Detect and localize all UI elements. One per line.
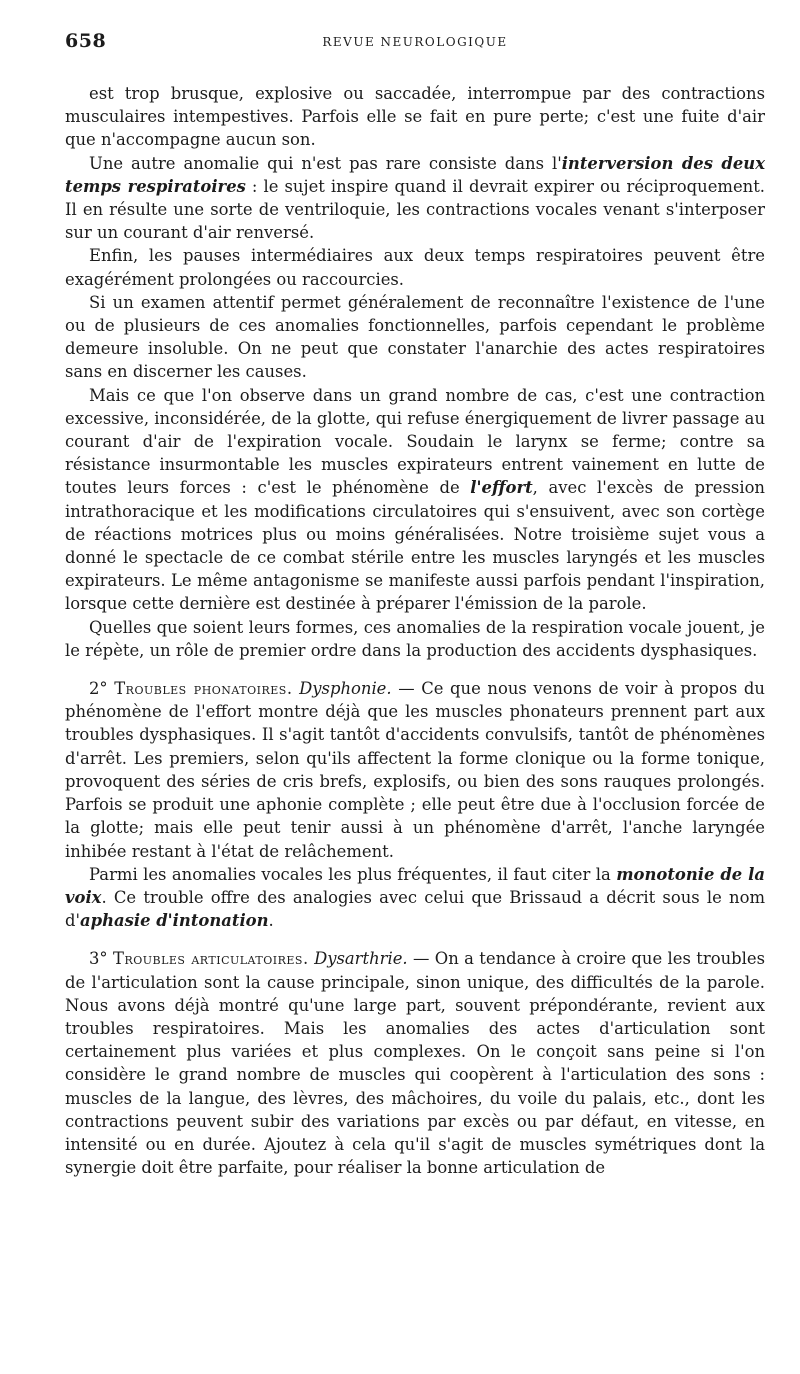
emphasis: interversion des deux temps respiratoires xyxy=(65,153,765,196)
section-articulatoires: 3° Troubles articulatoires. Dysarthrie. — On a tendance à croire que les troubles de l'articulation sont la cause principale, sinon unique, des difficultés de la parole. Nous avons déjà montré qu'une large part, souvent prépondérante, revient aux troubles respiratoires. Mais les anomalies des actes d'articulation sont certainement plus variées et plus complexes. On le conçoit sans peine si l'on considère le grand nombre de muscles qui coopèrent à l'articulation des sons : muscles de la langue, des lèvres, des mâchoires, du voile du palais, etc., dont les contractions peuvent subir des variations par excès ou par défaut, en vitesse, en intensité ou en durée. Ajoutez à cela qu'il s'agit de muscles symétriques dont la synergie doit être parfaite, pour réaliser la bonne articulation de xyxy=(65,949,765,1178)
paragraph: est trop brusque, explosive ou saccadée, interrompue par des contractions musculaires intempestives. Parfois elle se fait en pure perte; c'est une fuite d'air que n'accompagne aucun son. xyxy=(65,84,765,150)
paragraph: Quelles que soient leurs formes, ces anomalies de la respiration vocale jouent, je le répète, un rôle de premier ordre dans la production des accidents dysphasiques. xyxy=(65,617,765,660)
section-subtitle: Dysphonie. xyxy=(299,679,392,699)
emphasis: aphasie d'intonation xyxy=(80,911,269,931)
paragraph: Mais ce que l'on observe dans un grand nombre de cas, c'est une contraction excessive, inconsidérée, de la glotte, qui refuse énergiquement de livrer passage au courant d'air de l'expiration vocale. Soudain le larynx se ferme; contre sa résistance insurmontable les muscles expirateurs entrent vainement en lutte de toutes leurs forces : c'est le phénomène de l'effort, avec l'excès de pression intrathoracique et les modifications circulatoires qui s'ensuivent, avec son cortège de réactions motrices plus ou moins généralisées. Notre troisième sujet vous a donné le spectacle de ce combat stérile entre les muscles laryngés et les muscles expirateurs. Le même antagonisme se manifeste aussi parfois pendant l'inspiration, lorsque cette dernière est destinée à préparer l'émission de la parole. xyxy=(65,385,765,614)
page-number: 658 xyxy=(65,30,107,52)
section-number: 2° xyxy=(89,679,108,699)
section-heading: Troubles phonatoires. xyxy=(114,679,293,699)
book-page xyxy=(65,30,765,1179)
section-number: 3° xyxy=(89,949,108,969)
emphasis: l'effort xyxy=(470,478,533,498)
section-phonatoires: 2° Troubles phonatoires. Dysphonie. — Ce que nous venons de voir à propos du phénomène de l'effort montre déjà que les muscles phonateurs prennent part aux troubles dysphasiques. Il s'agit tantôt d'accidents convulsifs, tantôt de phénomènes d'arrêt. Les premiers, selon qu'ils affectent la forme clonique ou la forme tonique, provoquent des séries de cris brefs, explosifs, ou bien des sons rauques prolongés. Parfois se produit une aphonie complète ; elle peut être due à l'occlusion forcée de la glotte; mais elle peut tenir aussi à un phénomène d'arrêt, l'anche laryngée inhibée restant à l'état de relâchement. xyxy=(65,679,765,861)
running-head xyxy=(65,30,765,56)
paragraph: Parmi les anomalies vocales les plus fréquentes, il faut citer la monotonie de la voix. Ce trouble offre des analogies avec celui que Brissaud a décrit sous le nom d'aphasie d'intonation. xyxy=(65,864,765,931)
paragraph: Enfin, les pauses intermédiaires aux deux temps respiratoires peuvent être exagérément prolongées ou raccourcies. xyxy=(65,246,765,289)
section-subtitle: Dysarthrie. xyxy=(314,949,408,969)
section-heading: Troubles articulatoires. xyxy=(113,949,309,969)
emphasis: monotonie de la voix xyxy=(65,864,765,907)
paragraph: Si un examen attentif permet généralement de reconnaître l'existence de l'une ou de plusieurs de ces anomalies fonctionnelles, parfois cependant le problème demeure insoluble. On ne peut que constater l'anarchie des actes respiratoires sans en discerner les causes. xyxy=(65,292,765,382)
journal-title: REVUE NEUROLOGIQUE xyxy=(322,35,508,49)
body-text xyxy=(65,82,765,1179)
paragraph: Une autre anomalie qui n'est pas rare consiste dans l'interversion des deux temps respiratoires : le sujet inspire quand il devrait expirer ou réciproquement. Il en résulte une sorte de ventriloquie, les contractions vocales venant s'interposer sur un courant d'air renversé. xyxy=(65,153,766,243)
